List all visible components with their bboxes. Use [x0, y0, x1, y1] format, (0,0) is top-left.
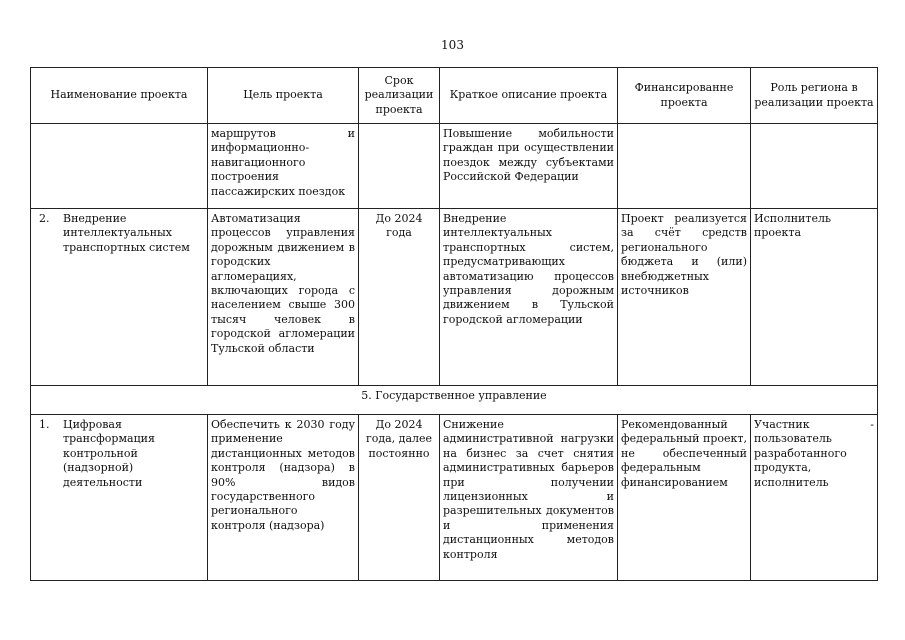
cell-description: Снижение административной нагрузки на бизнес за счет снятия административных барьеров при получении лицензионных и разрешительных документов и применения дистанционных методов контроля	[440, 415, 618, 581]
row-number: 1.	[39, 418, 50, 431]
section-row	[31, 386, 878, 415]
cell-description: Повышение мобильности граждан при осуществлении поездок между субъектами Российской Федерации	[440, 124, 618, 209]
page-number: 103	[441, 38, 464, 52]
project-name: Цифровая трансформация контрольной (надзорной) деятельности	[63, 418, 155, 489]
cell-term: До 2024 года	[359, 209, 440, 386]
header-description: Краткое описание проекта	[440, 68, 618, 124]
cell-financing: Рекомендованный федеральный проект, не обеспеченный федеральным финансированием	[618, 415, 751, 581]
section-title: 5. Государственное управление	[31, 386, 878, 415]
cell-role: Участник - пользователь разработанного продукта, исполнитель	[751, 415, 878, 581]
header-name: Наименование проекта	[31, 68, 208, 124]
cell-name	[31, 124, 208, 209]
cell-role: Исполнитель проекта	[751, 209, 878, 386]
table-header	[31, 68, 878, 124]
cell-term	[359, 124, 440, 209]
cell-name	[31, 415, 208, 581]
cell-name	[31, 209, 208, 386]
project-name: Внедрение интеллектуальных транспортных систем	[63, 212, 190, 254]
cell-role	[751, 124, 878, 209]
cell-financing: Проект реализуется за счёт средств регионального бюджета и (или) внебюджетных источников	[618, 209, 751, 386]
header-goal: Цель проекта	[208, 68, 359, 124]
header-row	[31, 68, 878, 124]
table-row-project-2	[31, 209, 878, 386]
table-row-project-1	[31, 415, 878, 581]
header-financing: Финансированне проекта	[618, 68, 751, 124]
cell-goal: маршрутов и информационно-навигационного построения пассажирских поездок	[208, 124, 359, 209]
cell-goal: Автоматизация процессов управления дорожным движением в городских агломерациях, включающих города с населением свыше 300 тысяч человек в городской агломерации Тульской области	[208, 209, 359, 386]
cell-goal: Обеспечить к 2030 году применение дистанционных методов контроля (надзора) в 90% видов государственного регионального контроля (надзора)	[208, 415, 359, 581]
cell-term: До 2024 года, далее постоянно	[359, 415, 440, 581]
header-term: Срок реализации проекта	[359, 68, 440, 124]
row-number: 2.	[39, 212, 50, 225]
projects-table	[30, 67, 878, 581]
cell-description: Внедрение интеллектуальных транспортных систем, предусматривающих автоматизацию процессов управления дорожным движением в Тульской городской агломерации	[440, 209, 618, 386]
cell-financing	[618, 124, 751, 209]
table-row-continuation	[31, 124, 878, 209]
header-role: Роль региона в реализации проекта	[751, 68, 878, 124]
